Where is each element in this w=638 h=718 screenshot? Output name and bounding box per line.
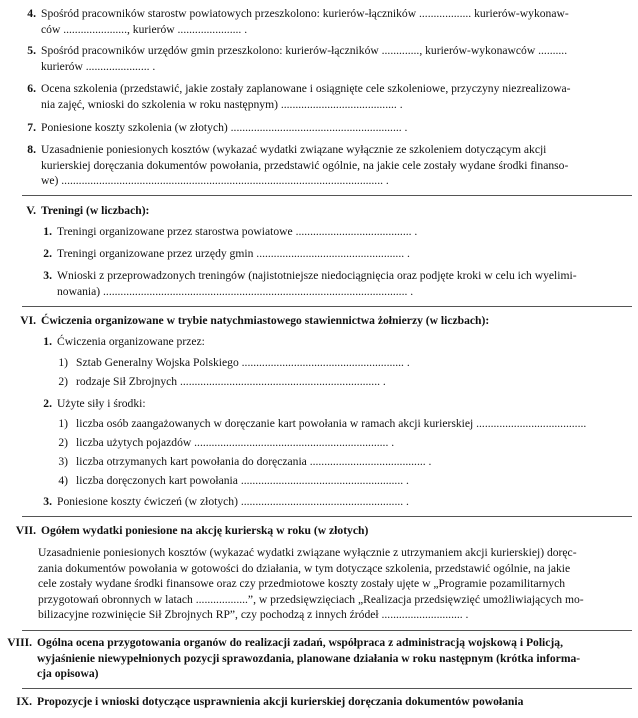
item-number: 1. xyxy=(43,335,52,348)
item-text: Poniesione koszty ćwiczeń (w złotych) ........................................................ . xyxy=(57,495,409,508)
item-text: Ćwiczenia organizowane przez: xyxy=(57,335,205,348)
item-text: Ocena szkolenia (przedstawić, jakie zostały zaplanowane i osiągnięte cele szkoleniowe, przyczyny niezrealizowa- nia zajęć, wnioski do szkolenia w roku następnym) ........................................ . xyxy=(41,82,571,111)
sub-item-text: liczba osób zaangażowanych w doręczanie kart powołania w ramach akcji kurierskiej ...................................... xyxy=(76,417,587,430)
section-divider xyxy=(22,306,632,307)
item-text: Spośród pracowników starostw powiatowych przeszkolono: kurierów-łączników .................. kurierów-wykonaw- ców ......................, kurierów ...................... . xyxy=(41,7,569,36)
item-number: 5. xyxy=(27,44,36,57)
sub-item-number: 1) xyxy=(58,417,68,430)
section-title: Propozycje i wnioski dotyczące usprawnienia akcji kurierskiej doręczania dokumentów powołania xyxy=(37,695,524,708)
item-text: Poniesione koszty szkolenia (w złotych) ........................................................... . xyxy=(41,121,408,134)
section-divider xyxy=(22,195,632,196)
item-number: 3. xyxy=(43,269,52,282)
item-text: Uzasadnienie poniesionych kosztów (wykazać wydatki związane wyłącznie ze szkoleniem dotyczącym akcji kurierskiej doręczania dokumentów powołania, przedstawić ogólnie, na jakie cele zostały wydane środki finanso- we) ............................................................................................................... . xyxy=(41,143,569,187)
sub-item-text: rodzaje Sił Zbrojnych ..................................................................... . xyxy=(76,375,386,388)
item-number: 6. xyxy=(27,82,36,95)
section-title: Ćwiczenia organizowane w trybie natychmiastowego stawiennictwa żołnierzy (w liczbach): xyxy=(41,314,490,327)
item-text: Wnioski z przeprowadzonych treningów (najistotniejsze niedociągnięcia oraz podjęte kroki w celu ich wyelimi- nowania) ......................................................................................................... . xyxy=(57,269,577,298)
sub-item-number: 2) xyxy=(58,436,68,449)
section-number: VI. xyxy=(20,314,36,327)
item-number: 1. xyxy=(43,225,52,238)
sub-item-text: liczba użytych pojazdów ................................................................... . xyxy=(76,436,395,449)
section-divider xyxy=(22,688,632,689)
section-number: IX. xyxy=(16,695,32,708)
item-number: 8. xyxy=(27,143,36,156)
section-title: Treningi (w liczbach): xyxy=(41,204,150,217)
item-number: 2. xyxy=(43,397,52,410)
section-number: V. xyxy=(26,204,36,217)
item-number: 2. xyxy=(43,247,52,260)
section-number: VIII. xyxy=(7,636,32,649)
sub-item-text: liczba doręczonych kart powołania ........................................................ . xyxy=(76,474,409,487)
section-title: Ogółem wydatki poniesione na akcję kurierską w roku (w złotych) xyxy=(41,524,369,537)
item-text: Spośród pracowników urzędów gmin przeszkolono: kurierów-łączników ............., kurierów-wykonawców .......... kurierów ...................... . xyxy=(41,44,568,73)
item-text: Treningi organizowane przez starostwa powiatowe ........................................ . xyxy=(57,225,418,238)
item-text: Treningi organizowane przez urzędy gmin ................................................... . xyxy=(57,247,410,260)
section-vii-paragraph: Uzasadnienie poniesionych kosztów (wykazać wydatki związane wyłącznie z utrzymaniem akcji kurierskiej) doręc- zania dokumentów powołania w gotowości do działania, w tym dotyczące szkolenia, przedstawić ogólnie, na jakie cele zostały wydane środki finansowe oraz czy przedmiotowe koszty zostały ujęte w „Programie pozamilitarnych przygotowań obronnych w latach ..................”, w przedsięwzięciach „Realizacja przedsięwzięć umożliwiających mo- bilizacyjne rozwinięcie Sił Zbrojnych RP”, czy pochodzą z innych źródeł ............................ . xyxy=(38,546,584,621)
item-number: 7. xyxy=(27,121,36,134)
sub-item-number: 2) xyxy=(58,375,68,388)
sub-item-number: 1) xyxy=(58,356,68,369)
sub-item-text: liczba otrzymanych kart powołania do doręczania ........................................ . xyxy=(76,455,432,468)
sub-item-number: 4) xyxy=(58,474,68,487)
sub-item-number: 3) xyxy=(58,455,68,468)
sub-item-text: Sztab Generalny Wojska Polskiego ........................................................ . xyxy=(76,356,410,369)
section-title: Ogólna ocena przygotowania organów do realizacji zadań, współpraca z administracją wojskową i Policją, wyjaśnienie niewypełnionych pozycji sprawozdania, planowane działania w roku następnym (krótka informa- cja opisowa) xyxy=(37,636,581,680)
section-divider xyxy=(22,516,632,517)
item-number: 3. xyxy=(43,495,52,508)
section-number: VII. xyxy=(15,524,36,537)
item-number: 4. xyxy=(27,7,36,20)
item-text: Użyte siły i środki: xyxy=(57,397,146,410)
section-divider xyxy=(22,630,632,631)
